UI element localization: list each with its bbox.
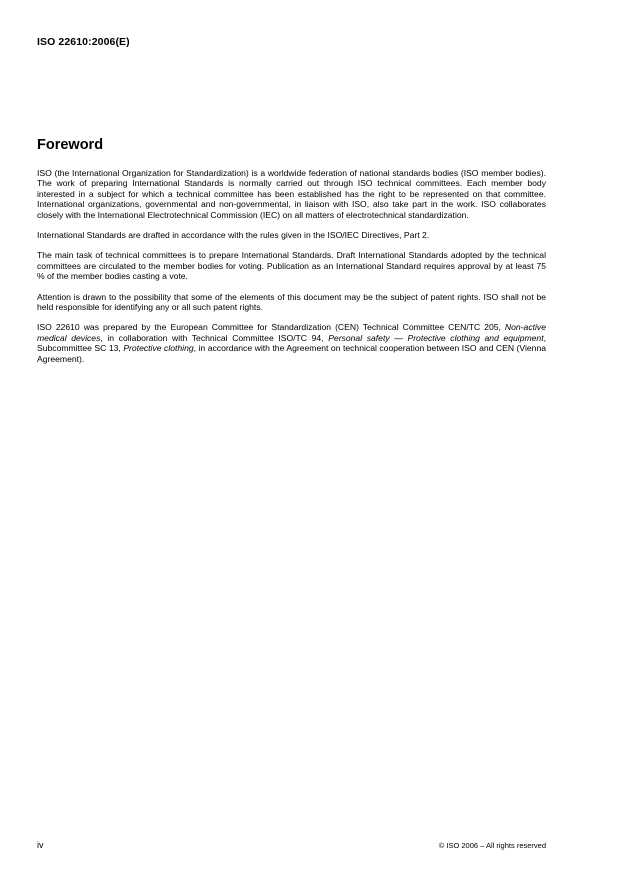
- paragraph-directives: International Standards are drafted in accordance with the rules given in the ISO/IEC Directives, Part 2.: [37, 230, 430, 241]
- committee-name-cen: Non-active medical devices: [37, 322, 546, 343]
- preparation-text-4: , in accordance with the Agreement on technical cooperation between ISO and CEN (Vienna Agreement).: [37, 343, 547, 364]
- paragraph-committee-task: The main task of technical committees is to prepare International Standards. Draft International Standards adopted by the technical committees are circulated to the member bodies for voting. Publication as an International Standard requires approval by at least 75 % of the member bodies casting a vote.: [37, 250, 546, 282]
- foreword-body: [37, 168, 546, 364]
- page-number: iv: [37, 840, 44, 850]
- preparation-text-1: ISO 22610 was prepared by the European Committee for Standardization (CEN) Technical Committee CEN/TC 205,: [37, 322, 505, 333]
- paragraph-patent-rights: Attention is drawn to the possibility that some of the elements of this document may be the subject of patent rights. ISO shall not be held responsible for identifying any or all such patent rights.: [37, 291, 546, 313]
- preparation-text-2: , in collaboration with Technical Committee ISO/TC 94,: [100, 332, 329, 343]
- preparation-text-3: , Subcommittee SC 13,: [37, 332, 546, 354]
- paragraph-iso-federation: ISO (the International Organization for Standardization) is a worldwide federation of national standards bodies (ISO member bodies). The work of preparing International Standards is normally carried out through ISO technical committees. Each member body interested in a subject for which a technical committee has been established has the right to be represented on that committee. International organizations, governmental and non-governmental, in liaison with ISO, also take part in the work. ISO collaborates closely with the International Electrotechnical Commission (IEC) on all matters of electrotechnical standardization.: [37, 168, 546, 220]
- section-title: Foreword: [37, 137, 104, 153]
- copyright-notice: © ISO 2006 – All rights reserved: [438, 841, 546, 850]
- document-identifier: ISO 22610:2006(E): [37, 36, 130, 48]
- subcommittee-name: Protective clothing: [123, 343, 194, 354]
- committee-name-iso: Personal safety — Protective clothing and equipment: [328, 332, 544, 343]
- paragraph-preparation: [37, 322, 546, 364]
